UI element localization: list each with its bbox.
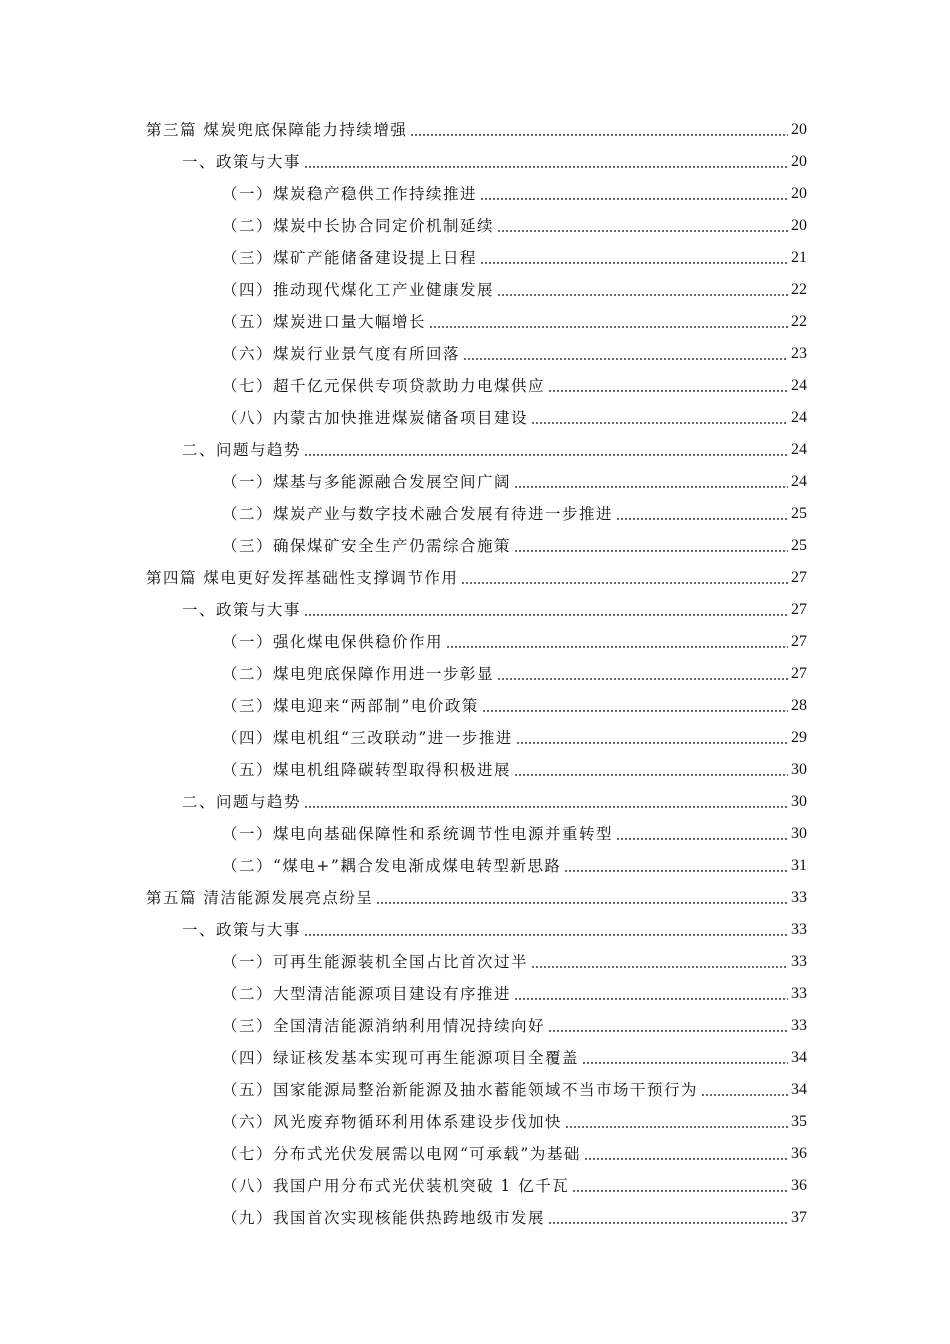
- toc-entry-page: 33: [791, 889, 807, 906]
- dot-leader: [582, 1062, 788, 1064]
- toc-entry[interactable]: [0, 910, 950, 942]
- toc-entry[interactable]: [0, 718, 950, 750]
- toc-entry-page: 33: [791, 921, 807, 938]
- toc-entry-title: 第四篇 煤电更好发挥基础性支撑调节作用: [146, 569, 459, 587]
- dot-leader: [616, 518, 788, 520]
- toc-entry[interactable]: [0, 526, 950, 558]
- toc-entry-title: （六）风光废弃物循环利用体系建设步伐加快: [222, 1113, 563, 1131]
- toc-entry-page: 30: [791, 793, 807, 810]
- dot-leader: [410, 134, 788, 136]
- toc-entry-title: （二）大型清洁能源项目建设有序推进: [222, 985, 512, 1003]
- dot-leader: [516, 742, 788, 744]
- dot-leader: [548, 1030, 788, 1032]
- table-of-contents: [0, 110, 950, 1230]
- toc-entry-page: 27: [791, 665, 807, 682]
- toc-entry-title: （九）我国首次实现核能供热跨地级市发展: [222, 1209, 546, 1227]
- dot-leader: [480, 262, 788, 264]
- toc-entry[interactable]: [0, 270, 950, 302]
- toc-entry-title: （一）可再生能源装机全国占比首次过半: [222, 953, 529, 971]
- toc-entry-title: （五）煤炭进口量大幅增长: [222, 313, 427, 331]
- toc-entry-page: 23: [791, 345, 807, 362]
- dot-leader: [482, 710, 788, 712]
- dot-leader: [304, 454, 788, 456]
- dot-leader: [514, 998, 788, 1000]
- toc-entry-title: （七）分布式光伏发展需以电网“可承载”为基础: [222, 1145, 581, 1163]
- toc-entry-page: 30: [791, 825, 807, 842]
- toc-entry[interactable]: [0, 590, 950, 622]
- dot-leader: [514, 486, 788, 488]
- toc-entry-title: （三）全国清洁能源消纳利用情况持续向好: [222, 1017, 546, 1035]
- toc-entry-title: （三）煤电迎来“两部制”电价政策: [222, 697, 479, 715]
- toc-entry-title: （八）我国户用分布式光伏装机突破 1 亿千瓦: [222, 1177, 570, 1195]
- dot-leader: [548, 390, 788, 392]
- dot-leader: [701, 1094, 788, 1096]
- toc-entry-page: 31: [791, 857, 807, 874]
- toc-entry[interactable]: [0, 1006, 950, 1038]
- dot-leader: [304, 166, 788, 168]
- toc-entry[interactable]: [0, 1134, 950, 1166]
- toc-entry[interactable]: [0, 878, 950, 910]
- toc-entry-page: 22: [791, 313, 807, 330]
- toc-entry-title: （五）煤电机组降碳转型取得积极进展: [222, 761, 512, 779]
- dot-leader: [616, 838, 788, 840]
- toc-entry-page: 24: [791, 441, 807, 458]
- toc-entry-title: （七）超千亿元保供专项贷款助力电煤供应: [222, 377, 546, 395]
- dot-leader: [497, 678, 788, 680]
- toc-entry[interactable]: [0, 1166, 950, 1198]
- dot-leader: [376, 902, 788, 904]
- toc-entry-page: 36: [791, 1145, 807, 1162]
- toc-entry[interactable]: [0, 750, 950, 782]
- dot-leader: [446, 646, 788, 648]
- toc-entry-title: （一）煤基与多能源融合发展空间广阔: [222, 473, 512, 491]
- toc-entry[interactable]: [0, 974, 950, 1006]
- toc-entry-page: 29: [791, 729, 807, 746]
- toc-entry-title: （一）煤炭稳产稳供工作持续推进: [222, 185, 478, 203]
- dot-leader: [564, 870, 788, 872]
- toc-entry-title: 二、问题与趋势: [182, 793, 302, 811]
- toc-entry-title: （二）“煤电+”耦合发电渐成煤电转型新思路: [222, 857, 562, 875]
- dot-leader: [497, 294, 788, 296]
- toc-entry-title: （三）确保煤矿安全生产仍需综合施策: [222, 537, 512, 555]
- toc-entry-page: 24: [791, 473, 807, 490]
- toc-entry[interactable]: [0, 174, 950, 206]
- toc-entry[interactable]: [0, 142, 950, 174]
- toc-entry-page: 22: [791, 281, 807, 298]
- toc-entry[interactable]: [0, 686, 950, 718]
- dot-leader: [584, 1158, 788, 1160]
- toc-entry-title: 第三篇 煤炭兜底保障能力持续增强: [146, 121, 408, 139]
- toc-entry-title: （二）煤炭产业与数字技术融合发展有待进一步推进: [222, 505, 614, 523]
- toc-entry[interactable]: [0, 462, 950, 494]
- toc-entry-page: 34: [791, 1081, 807, 1098]
- dot-leader: [565, 1126, 788, 1128]
- toc-entry-page: 25: [791, 537, 807, 554]
- toc-entry-page: 28: [791, 697, 807, 714]
- toc-entry-title: 一、政策与大事: [182, 153, 302, 171]
- dot-leader: [497, 230, 788, 232]
- toc-entry[interactable]: [0, 558, 950, 590]
- toc-entry[interactable]: [0, 1198, 950, 1230]
- toc-entry[interactable]: [0, 238, 950, 270]
- toc-entry-page: 20: [791, 217, 807, 234]
- toc-entry[interactable]: [0, 206, 950, 238]
- toc-entry-title: （三）煤矿产能储备建设提上日程: [222, 249, 478, 267]
- toc-entry[interactable]: [0, 1038, 950, 1070]
- toc-entry-title: 一、政策与大事: [182, 601, 302, 619]
- toc-entry[interactable]: [0, 110, 950, 142]
- toc-entry[interactable]: [0, 430, 950, 462]
- toc-entry-page: 27: [791, 601, 807, 618]
- toc-entry[interactable]: [0, 1070, 950, 1102]
- toc-entry-title: （六）煤炭行业景气度有所回落: [222, 345, 461, 363]
- toc-entry-page: 27: [791, 569, 807, 586]
- toc-entry[interactable]: [0, 302, 950, 334]
- dot-leader: [514, 550, 788, 552]
- dot-leader: [304, 614, 788, 616]
- dot-leader: [531, 422, 788, 424]
- dot-leader: [461, 582, 788, 584]
- toc-entry[interactable]: [0, 334, 950, 366]
- toc-entry-title: 一、政策与大事: [182, 921, 302, 939]
- dot-leader: [304, 806, 788, 808]
- toc-entry-title: （五）国家能源局整治新能源及抽水蓄能领域不当市场干预行为: [222, 1081, 699, 1099]
- toc-entry-page: 36: [791, 1177, 807, 1194]
- toc-entry-page: 30: [791, 761, 807, 778]
- dot-leader: [572, 1190, 788, 1192]
- toc-entry[interactable]: [0, 782, 950, 814]
- toc-entry-page: 37: [791, 1209, 807, 1226]
- toc-entry-page: 20: [791, 153, 807, 170]
- toc-entry-title: 二、问题与趋势: [182, 441, 302, 459]
- toc-entry-page: 33: [791, 953, 807, 970]
- toc-entry-title: （四）煤电机组“三改联动”进一步推进: [222, 729, 513, 747]
- toc-entry-page: 33: [791, 985, 807, 1002]
- dot-leader: [463, 358, 788, 360]
- toc-entry[interactable]: [0, 398, 950, 430]
- toc-entry-title: （一）强化煤电保供稳价作用: [222, 633, 444, 651]
- dot-leader: [514, 774, 788, 776]
- toc-entry-page: 25: [791, 505, 807, 522]
- toc-entry-page: 21: [791, 249, 807, 266]
- toc-entry[interactable]: [0, 1102, 950, 1134]
- dot-leader: [304, 934, 788, 936]
- toc-entry[interactable]: [0, 942, 950, 974]
- dot-leader: [480, 198, 788, 200]
- toc-entry-title: （八）内蒙古加快推进煤炭储备项目建设: [222, 409, 529, 427]
- toc-entry-page: 24: [791, 409, 807, 426]
- toc-entry-title: （二）煤电兜底保障作用进一步彰显: [222, 665, 495, 683]
- toc-entry-title: 第五篇 清洁能源发展亮点纷呈: [146, 889, 374, 907]
- toc-entry[interactable]: [0, 654, 950, 686]
- toc-entry-page: 34: [791, 1049, 807, 1066]
- toc-entry-page: 24: [791, 377, 807, 394]
- toc-entry[interactable]: [0, 846, 950, 878]
- toc-entry[interactable]: [0, 814, 950, 846]
- toc-entry-title: （四）推动现代煤化工产业健康发展: [222, 281, 495, 299]
- dot-leader: [548, 1222, 788, 1224]
- toc-entry-title: （二）煤炭中长协合同定价机制延续: [222, 217, 495, 235]
- toc-entry-page: 33: [791, 1017, 807, 1034]
- toc-entry[interactable]: [0, 622, 950, 654]
- dot-leader: [429, 326, 788, 328]
- toc-entry-title: （四）绿证核发基本实现可再生能源项目全覆盖: [222, 1049, 580, 1067]
- toc-entry-page: 35: [791, 1113, 807, 1130]
- toc-entry-page: 20: [791, 121, 807, 138]
- toc-entry-page: 27: [791, 633, 807, 650]
- toc-entry-title: （一）煤电向基础保障性和系统调节性电源并重转型: [222, 825, 614, 843]
- toc-entry[interactable]: [0, 494, 950, 526]
- toc-entry[interactable]: [0, 366, 950, 398]
- toc-entry-page: 20: [791, 185, 807, 202]
- dot-leader: [531, 966, 788, 968]
